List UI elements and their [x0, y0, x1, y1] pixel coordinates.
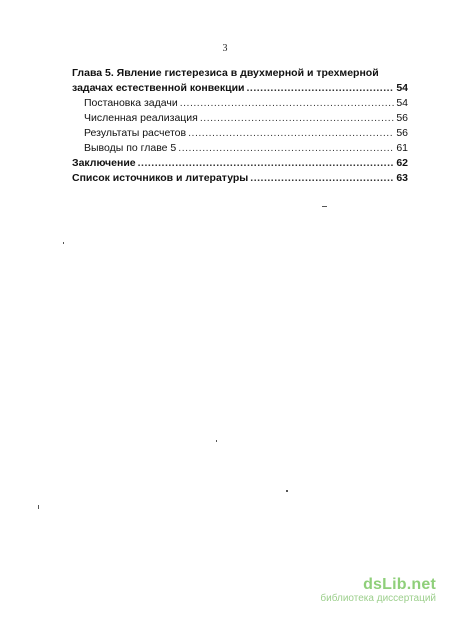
toc-entry-label: Результаты расчетов	[84, 127, 187, 139]
toc-page-number: 63	[396, 172, 408, 184]
scan-speck	[322, 206, 327, 207]
toc-entry-label: Список источников и литературы	[72, 172, 249, 184]
watermark	[320, 576, 436, 604]
dot-leader	[180, 96, 395, 111]
toc-entry-conclusion[interactable]	[72, 156, 408, 171]
toc-entry-label: Выводы по главе 5	[84, 142, 177, 154]
dot-leader	[178, 141, 394, 156]
table-of-contents	[72, 66, 408, 186]
scan-speck	[286, 490, 288, 492]
toc-page-number: 56	[396, 112, 408, 124]
toc-entry-problem-statement[interactable]	[72, 96, 408, 111]
toc-page-number: 61	[396, 142, 408, 154]
toc-entry-calculation-results[interactable]	[72, 126, 408, 141]
scan-speck	[216, 440, 217, 442]
page-number: 3	[222, 43, 228, 54]
toc-entry-chapter-5-conclusions[interactable]	[72, 141, 408, 156]
dot-leader	[188, 126, 394, 141]
toc-entry-references[interactable]	[72, 171, 408, 186]
toc-entry-label: Постановка задачи	[84, 97, 178, 109]
watermark-logo: dsLib.net	[363, 576, 436, 593]
toc-entry-label: Заключение	[72, 157, 136, 169]
watermark-subtitle: библиотека диссертаций	[320, 593, 436, 604]
dot-leader	[250, 171, 394, 186]
toc-page-number: 54	[396, 82, 408, 94]
dot-leader	[200, 111, 394, 126]
chapter-5-title-line-2: задачах естественной конвекции	[72, 82, 245, 94]
chapter-5-title-line-1: Глава 5. Явление гистерезиса в двухмерной и трехмерной	[72, 67, 379, 79]
toc-page-number: 54	[396, 97, 408, 109]
scan-speck	[38, 505, 39, 509]
toc-entry-numerical-implementation[interactable]	[72, 111, 408, 126]
dot-leader	[138, 156, 395, 171]
toc-page-number: 56	[396, 127, 408, 139]
toc-page-number: 62	[396, 157, 408, 169]
scan-speck	[63, 242, 64, 244]
dot-leader	[247, 81, 395, 96]
toc-entry-label: Численная реализация	[84, 112, 198, 124]
toc-entry-chapter-5[interactable]	[72, 81, 408, 96]
